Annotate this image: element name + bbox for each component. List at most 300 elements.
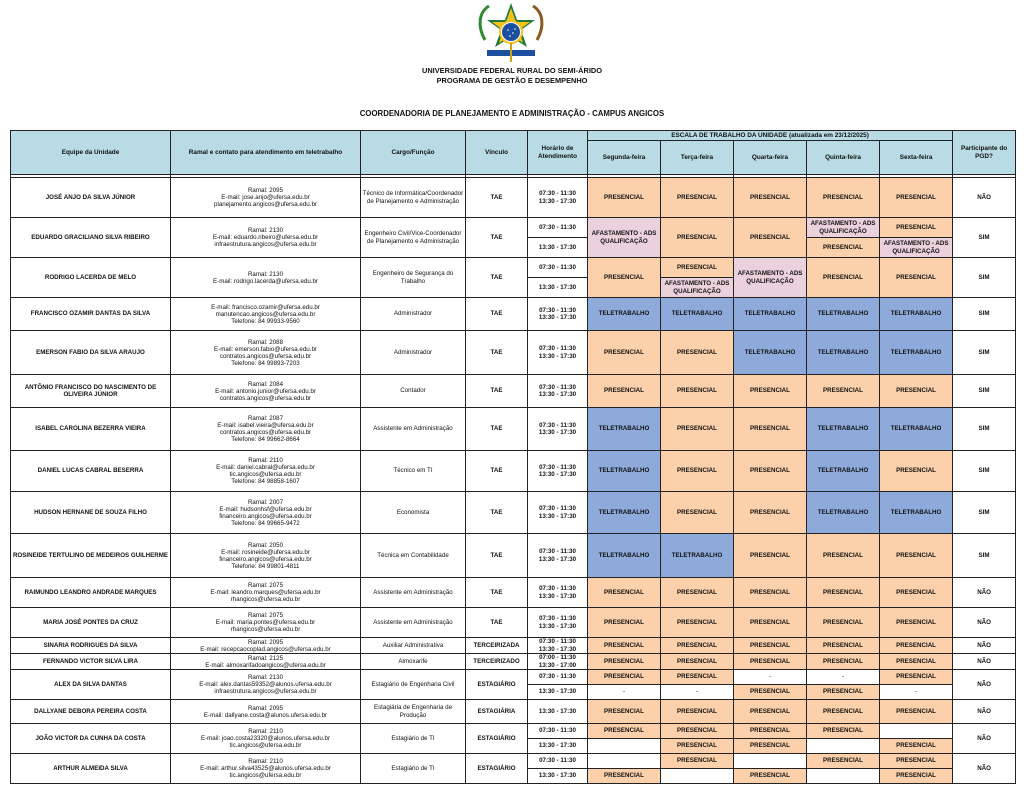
contact-line: E-mail: antonio.junior@ufersa.edu.br xyxy=(215,387,316,395)
table-row xyxy=(11,375,1016,408)
schedule-cell: PRESENCIAL xyxy=(588,608,661,638)
schedule-cell: TELETRABALHO xyxy=(807,298,880,331)
schedule-cell: PRESENCIAL xyxy=(880,534,953,578)
schedule-cell: PRESENCIAL xyxy=(880,258,953,298)
role-cell: Técnico de Informática/Coordenador de Planejamento e Administração xyxy=(361,178,466,218)
schedule-cell: TELETRABALHO xyxy=(880,298,953,331)
hours-line: 07:30 - 11:30 xyxy=(539,306,576,314)
role-cell: Técnica em Contabilidade xyxy=(361,534,466,578)
schedule-cell xyxy=(734,754,807,769)
schedule-cell xyxy=(807,739,880,754)
schedule-cell: TELETRABALHO xyxy=(734,331,807,375)
schedule-cell: PRESENCIAL xyxy=(588,638,661,654)
schedule-cell: PRESENCIAL xyxy=(734,700,807,724)
contact-line: tic.angicos@ufersa.edu.br xyxy=(229,471,302,478)
schedule-cell: - xyxy=(880,685,953,700)
contact-line: rhangicos@ufersa.edu.br xyxy=(230,596,301,603)
contact-line: E-mail: maria.pontes@ufersa.edu.br xyxy=(215,619,316,626)
schedule-cell: PRESENCIAL xyxy=(661,638,734,654)
bond-cell: TAE xyxy=(466,375,528,408)
schedule-cell: PRESENCIAL xyxy=(807,608,880,638)
contact-line: planejamento.angicos@ufersa.edu.br xyxy=(214,201,317,208)
schedule-cell: AFASTAMENTO - ADS QUALIFICAÇÃO xyxy=(734,258,807,298)
schedule-cell: PRESENCIAL xyxy=(661,375,734,408)
pgd-cell: NÃO xyxy=(953,700,1016,724)
contact-cell xyxy=(171,258,361,298)
schedule-cell: PRESENCIAL xyxy=(807,685,880,700)
hours-line: 13:30 - 17:30 xyxy=(538,471,577,478)
schedule-cell: TELETRABALHO xyxy=(588,298,661,331)
table-row xyxy=(11,578,1016,608)
schedule-cell: AFASTAMENTO - ADS QUALIFICAÇÃO xyxy=(661,278,734,298)
schedule-cell: - xyxy=(661,685,734,700)
schedule-cell: PRESENCIAL xyxy=(588,670,661,685)
schedule-cell: PRESENCIAL xyxy=(734,608,807,638)
schedule-cell: PRESENCIAL xyxy=(661,670,734,685)
contact-line: Ramal: 2110 xyxy=(248,728,283,735)
schedule-cell: AFASTAMENTO - ADS QUALIFICAÇÃO xyxy=(880,238,953,258)
table-row xyxy=(11,700,1016,724)
contact-line: Ramal: 2050 xyxy=(247,541,284,549)
employee-name: RODRIGO LACERDA DE MELO xyxy=(11,258,171,298)
schedule-cell: TELETRABALHO xyxy=(588,451,661,492)
bond-cell: TAE xyxy=(466,492,528,534)
pgd-cell: NÃO xyxy=(953,724,1016,754)
employee-name: MARIA JOSÉ PONTES DA CRUZ xyxy=(11,608,171,638)
contact-cell xyxy=(171,534,361,578)
schedule-cell: AFASTAMENTO - ADS QUALIFICAÇÃO xyxy=(807,218,880,238)
institution-title: UNIVERSIDADE FEDERAL RURAL DO SEMI-ÁRIDO PROGRAMA DE GESTÃO E DESEMPENHO xyxy=(422,66,602,85)
header-day: Quarta-feira xyxy=(734,141,807,175)
schedule-cell: PRESENCIAL xyxy=(807,724,880,739)
contact-line: Ramal: 2007 xyxy=(247,498,284,506)
employee-name: JOÃO VICTOR DA CUNHA DA COSTA xyxy=(11,724,171,754)
schedule-cell: PRESENCIAL xyxy=(661,578,734,608)
contact-cell xyxy=(171,724,361,754)
table-row xyxy=(11,178,1016,218)
header-day: Terça-feira xyxy=(661,141,734,175)
employee-name: ALEX DA SILVA DANTAS xyxy=(11,670,171,700)
hours-cell: 07:30 - 11:30 xyxy=(528,724,588,739)
contact-line: financeiro.angicos@ufersa.edu.br xyxy=(219,512,312,520)
pgd-cell: SIM xyxy=(953,408,1016,451)
pgd-cell: SIM xyxy=(953,451,1016,492)
hours-cell: 07:30 - 11:30 xyxy=(528,754,588,769)
table-row xyxy=(11,638,1016,654)
contact-cell xyxy=(171,451,361,492)
table-row xyxy=(11,331,1016,375)
schedule-cell: PRESENCIAL xyxy=(807,534,880,578)
contact-cell xyxy=(171,331,361,375)
contact-line: E-mail: emerson.fabio@ufersa.edu.br xyxy=(214,345,317,353)
hours-cell: 13:30 - 17:30 xyxy=(528,739,588,754)
schedule-cell: PRESENCIAL xyxy=(807,700,880,724)
bond-cell: TAE xyxy=(466,298,528,331)
hours-line: 07:30 - 11:30 xyxy=(539,615,576,623)
contact-line: Telefone: 84 99933-9560 xyxy=(231,317,300,325)
contact-line: Ramal: 2110 xyxy=(248,457,283,464)
table-row xyxy=(11,654,1016,670)
schedule-cell: PRESENCIAL xyxy=(880,218,953,238)
bond-cell: TAE xyxy=(466,331,528,375)
hours-line: 07:30 - 11:30 xyxy=(539,190,576,198)
hours-line: 13:30 - 17:30 xyxy=(538,197,577,205)
contact-line: Ramal: 2125 xyxy=(247,654,284,662)
contact-line: tic.angicos@ufersa.edu.br xyxy=(229,772,302,779)
contact-line: tic.angicos@ufersa.edu.br xyxy=(229,742,302,749)
schedule-cell: PRESENCIAL xyxy=(880,654,953,670)
contact-line: E-mail: daniel.cabral@ufersa.edu.br xyxy=(216,464,315,471)
contact-line: rhangicos@ufersa.edu.br xyxy=(230,626,301,633)
pgd-cell: SIM xyxy=(953,492,1016,534)
schedule-cell xyxy=(588,754,661,769)
contact-cell xyxy=(171,298,361,331)
schedule-cell xyxy=(588,739,661,754)
schedule-cell: PRESENCIAL xyxy=(880,638,953,654)
schedule-cell: PRESENCIAL xyxy=(807,375,880,408)
schedule-cell: PRESENCIAL xyxy=(734,578,807,608)
contact-line: E-mail: jose.anjo@ufersa.edu.br xyxy=(221,194,310,201)
contact-line: Ramal: 2130 xyxy=(247,227,284,234)
hours-line: 13:30 - 17:00 xyxy=(538,661,577,669)
bond-cell: ESTAGIÁRIA xyxy=(466,700,528,724)
schedule-cell: PRESENCIAL xyxy=(588,375,661,408)
table-row xyxy=(11,408,1016,451)
schedule-cell: PRESENCIAL xyxy=(588,331,661,375)
pgd-cell: NÃO xyxy=(953,670,1016,700)
hours-cell: 07:30 - 11:30 xyxy=(528,258,588,278)
contact-line: Telefone: 84 99662-8664 xyxy=(231,436,300,443)
schedule-cell: TELETRABALHO xyxy=(880,408,953,451)
header-scale: ESCALA DE TRABALHO DA UNIDADE (atualizada em 23/12/2025) xyxy=(588,131,953,141)
hours-cell xyxy=(528,534,588,578)
contact-line: Ramal: 2110 xyxy=(248,758,283,765)
pgd-cell: NÃO xyxy=(953,654,1016,670)
schedule-cell: TELETRABALHO xyxy=(588,492,661,534)
role-cell: Estagiária de Engenharia de Produção xyxy=(361,700,466,724)
role-cell: Economista xyxy=(361,492,466,534)
pgd-cell: NÃO xyxy=(953,578,1016,608)
header-bond: Vínculo xyxy=(466,131,528,175)
schedule-cell: PRESENCIAL xyxy=(734,534,807,578)
contact-line: E-mail: isabel.vieira@ufersa.edu.br xyxy=(217,422,314,429)
hours-cell xyxy=(528,178,588,218)
employee-name: EMERSON FABIO DA SILVA ARAUJO xyxy=(11,331,171,375)
schedule-cell: TELETRABALHO xyxy=(734,298,807,331)
schedule-cell: TELETRABALHO xyxy=(807,408,880,451)
bond-cell: TAE xyxy=(466,178,528,218)
hours-cell: 13:30 - 17:30 xyxy=(528,238,588,258)
hours-line: 13:30 - 17:30 xyxy=(538,645,577,653)
pgd-cell: NÃO xyxy=(953,608,1016,638)
bond-cell: TERCEIRIZADO xyxy=(466,654,528,670)
schedule-cell: PRESENCIAL xyxy=(880,769,953,784)
contact-line: Telefone: 84 98858-1607 xyxy=(231,478,300,485)
contact-line: Ramal: 2075 xyxy=(247,612,284,619)
employee-name: ISABEL CAROLINA BEZERRA VIEIRA xyxy=(11,408,171,451)
contact-line: Ramal: 2130 xyxy=(247,674,284,681)
schedule-cell: PRESENCIAL xyxy=(734,492,807,534)
schedule-cell xyxy=(807,769,880,784)
header-day: Segunda-feira xyxy=(588,141,661,175)
employee-name: ARTHUR ALMEIDA SILVA xyxy=(11,754,171,784)
pgd-cell: NÃO xyxy=(953,638,1016,654)
schedule-cell: PRESENCIAL xyxy=(588,258,661,298)
employee-name: DANIEL LUCAS CABRAL BESERRA xyxy=(11,451,171,492)
contact-cell xyxy=(171,638,361,654)
role-cell: Contador xyxy=(361,375,466,408)
contact-line: E-mail: joao.costa23320@alunos.ufersa.edu.br xyxy=(200,735,331,742)
hours-line: 07:30 - 11:30 xyxy=(539,585,576,593)
schedule-cell: PRESENCIAL xyxy=(734,451,807,492)
schedule-cell: TELETRABALHO xyxy=(807,451,880,492)
role-cell: Administrador xyxy=(361,298,466,331)
hours-line: 13:30 - 17:30 xyxy=(538,314,577,321)
schedule-cell: PRESENCIAL xyxy=(661,700,734,724)
employee-name: DALLYANE DEBORA PEREIRA COSTA xyxy=(11,700,171,724)
contact-line: Ramal: 2095 xyxy=(247,704,284,712)
hours-cell xyxy=(528,408,588,451)
table-row xyxy=(11,492,1016,534)
hours-cell xyxy=(528,638,588,654)
schedule-cell: PRESENCIAL xyxy=(661,331,734,375)
pgd-cell: SIM xyxy=(953,331,1016,375)
schedule-cell: PRESENCIAL xyxy=(734,218,807,258)
contact-line: Ramal: 2084 xyxy=(247,380,284,388)
hours-line: 07:30 - 11:30 xyxy=(539,383,576,391)
table-row xyxy=(11,218,1016,238)
schedule-cell: PRESENCIAL xyxy=(880,670,953,685)
contact-cell xyxy=(171,754,361,784)
bond-cell: TAE xyxy=(466,451,528,492)
schedule-cell: TELETRABALHO xyxy=(661,534,734,578)
bond-cell: ESTAGIÁRIO xyxy=(466,724,528,754)
schedule-cell: PRESENCIAL xyxy=(880,739,953,754)
hours-line: 13:30 - 17:30 xyxy=(538,707,577,715)
schedule-cell: PRESENCIAL xyxy=(661,451,734,492)
schedule-cell: PRESENCIAL xyxy=(734,654,807,670)
pgd-cell: SIM xyxy=(953,298,1016,331)
contact-line: E-mail: recepcaocoplad.angicos@ufersa.edu.br xyxy=(200,645,331,653)
pgd-cell: SIM xyxy=(953,375,1016,408)
schedule-cell: TELETRABALHO xyxy=(661,298,734,331)
employee-name: EDUARDO GRACILIANO SILVA RIBEIRO xyxy=(11,218,171,258)
schedule-cell: PRESENCIAL xyxy=(880,578,953,608)
employee-name: FERNANDO VICTOR SILVA LIRA xyxy=(11,654,171,670)
bond-cell: TERCEIRIZADA xyxy=(466,638,528,654)
pgd-cell: NÃO xyxy=(953,754,1016,784)
employee-name: ANTÔNIO FRANCISCO DO NASCIMENTO DE OLIVEIRA JÚNIOR xyxy=(11,375,171,408)
coordination-title: COORDENADORIA DE PLANEJAMENTO E ADMINISTRAÇÃO - CAMPUS ANGICOS xyxy=(359,109,665,118)
header-day: Quinta-feira xyxy=(807,141,880,175)
hours-line: 13:30 - 17:30 xyxy=(538,352,577,360)
contact-cell xyxy=(171,178,361,218)
role-cell: Estagiário de TI xyxy=(361,724,466,754)
hours-cell: 13:30 - 17:30 xyxy=(528,769,588,784)
schedule-cell: TELETRABALHO xyxy=(588,534,661,578)
schedule-cell: PRESENCIAL xyxy=(734,178,807,218)
hours-line: 07:30 - 11:30 xyxy=(539,463,576,471)
hours-cell xyxy=(528,608,588,638)
schedule-cell: TELETRABALHO xyxy=(880,331,953,375)
schedule-cell: PRESENCIAL xyxy=(807,754,880,769)
contact-line: E-mail: leandro.marques@ufersa.edu.br xyxy=(210,589,321,596)
schedule-cell: - xyxy=(807,670,880,685)
hours-line: 07:30 - 11:30 xyxy=(539,421,576,429)
pgd-cell: NÃO xyxy=(953,178,1016,218)
schedule-cell: PRESENCIAL xyxy=(588,654,661,670)
hours-line: 07:30 - 11:30 xyxy=(539,638,576,646)
bond-cell: TAE xyxy=(466,408,528,451)
contact-line: E-mail: hudsonhsf@ufersa.edu.br xyxy=(219,505,312,513)
hours-cell xyxy=(528,654,588,670)
table-row xyxy=(11,534,1016,578)
hours-cell: 13:30 - 17:30 xyxy=(528,278,588,298)
table-row xyxy=(11,451,1016,492)
hours-line: 13:30 - 17:30 xyxy=(538,592,577,600)
hours-cell xyxy=(528,298,588,331)
schedule-cell: PRESENCIAL xyxy=(880,608,953,638)
hours-line: 13:30 - 17:30 xyxy=(538,429,577,436)
hours-line: 13:30 - 17:30 xyxy=(538,391,577,398)
contact-cell xyxy=(171,670,361,700)
schedule-cell: PRESENCIAL xyxy=(807,178,880,218)
bond-cell: TAE xyxy=(466,608,528,638)
schedule-cell: PRESENCIAL xyxy=(734,769,807,784)
contact-line: Ramal: 2095 xyxy=(247,187,284,194)
schedule-cell: - xyxy=(588,685,661,700)
contact-line: E-mail: almoxarifadoangicos@ufersa.edu.br xyxy=(205,661,326,669)
schedule-cell: PRESENCIAL xyxy=(734,724,807,739)
schedule-cell: PRESENCIAL xyxy=(734,375,807,408)
contact-line: Ramal: 2088 xyxy=(247,338,284,346)
schedule-cell: TELETRABALHO xyxy=(807,492,880,534)
contact-line: Telefone: 84 99665-9472 xyxy=(231,519,300,527)
contact-line: E-mail: arthur.silva43525@alunos.ufersa.edu.br xyxy=(200,765,331,772)
bond-cell: TAE xyxy=(466,218,528,258)
schedule-cell: PRESENCIAL xyxy=(734,408,807,451)
schedule-cell xyxy=(661,769,734,784)
header-role: Cargo/Função xyxy=(361,131,466,175)
contact-line: Ramal: 2087 xyxy=(247,415,284,422)
role-cell: Assistente em Administração xyxy=(361,608,466,638)
schedule-cell: PRESENCIAL xyxy=(807,638,880,654)
header-day: Sexta-feira xyxy=(880,141,953,175)
contact-line: Telefone: 84 99801-4811 xyxy=(231,562,300,570)
schedule-cell: PRESENCIAL xyxy=(807,654,880,670)
schedule-cell: PRESENCIAL xyxy=(661,654,734,670)
hours-line: 07:30 - 11:30 xyxy=(539,505,576,513)
bond-cell: ESTAGIÁRIO xyxy=(466,754,528,784)
header-pgd: Participante do PGD? xyxy=(953,131,1016,175)
role-cell: Engenheiro Civil/Vice-Coordenador de Planejamento e Administração xyxy=(361,218,466,258)
employee-name: HUDSON HERNANE DE SOUZA FILHO xyxy=(11,492,171,534)
contact-cell xyxy=(171,654,361,670)
pgd-cell: SIM xyxy=(953,534,1016,578)
hours-cell xyxy=(528,492,588,534)
header-team: Equipe da Unidade xyxy=(11,131,171,175)
contact-line: contratos.angicos@ufersa.edu.br xyxy=(219,429,312,436)
role-cell: Almoxarife xyxy=(361,654,466,670)
header-contact: Ramal e contato para atendimento em teletrabalho xyxy=(171,131,361,175)
bond-cell: TAE xyxy=(466,534,528,578)
contact-line: E-mail: rosineide@ufersa.edu.br xyxy=(221,548,310,556)
schedule-cell: TELETRABALHO xyxy=(880,492,953,534)
contact-cell xyxy=(171,700,361,724)
employee-name: RAIMUNDO LEANDRO ANDRADE MARQUES xyxy=(11,578,171,608)
schedule-cell: PRESENCIAL xyxy=(661,608,734,638)
schedule-cell: PRESENCIAL xyxy=(734,739,807,754)
schedule-cell: AFASTAMENTO - ADS QUALIFICAÇÃO xyxy=(588,218,661,258)
hours-line: 07:00 - 11:30 xyxy=(539,654,576,662)
schedule-cell: - xyxy=(734,670,807,685)
contact-line: contratos.angicos@ufersa.edu.br xyxy=(219,394,312,402)
contact-line: contratos.angicos@ufersa.edu.br xyxy=(219,352,312,360)
role-cell: Assistente em Administração xyxy=(361,578,466,608)
schedule-cell: PRESENCIAL xyxy=(661,178,734,218)
contact-line: infraestrutura.angicos@ufersa.edu.br xyxy=(214,241,317,248)
contact-cell xyxy=(171,492,361,534)
contact-line: Ramal: 2095 xyxy=(247,638,284,646)
schedule-cell: PRESENCIAL xyxy=(880,375,953,408)
hours-line: 07:30 - 11:30 xyxy=(539,548,576,556)
contact-line: E-mail: eduardo.ribeiro@ufersa.edu.br xyxy=(212,234,319,241)
employee-name: ROSINEIDE TERTULINO DE MEDEIROS GUILHERME xyxy=(11,534,171,578)
schedule-cell: PRESENCIAL xyxy=(588,178,661,218)
contact-line: E-mail: dallyane.costa@alunos.ufersa.edu.br xyxy=(203,711,328,719)
contact-line: E-mail: rodrigo.lacerda@ufersa.edu.br xyxy=(213,277,318,285)
schedule-cell: PRESENCIAL xyxy=(661,492,734,534)
schedule-cell: TELETRABALHO xyxy=(807,331,880,375)
table-row xyxy=(11,298,1016,331)
schedule-cell: PRESENCIAL xyxy=(661,258,734,278)
employee-name: SINARIA RODRIGUES DA SILVA xyxy=(11,638,171,654)
schedule-cell: PRESENCIAL xyxy=(880,451,953,492)
table-row xyxy=(11,258,1016,278)
contact-line: Ramal: 2130 xyxy=(247,270,284,278)
hours-line: 07:30 - 11:30 xyxy=(539,345,576,353)
hours-cell xyxy=(528,578,588,608)
role-cell: Engenheiro de Segurança do Trabalho xyxy=(361,258,466,298)
contact-line: E-mail: alex.dantas59352@alunos.ufersa.edu.br xyxy=(199,681,332,688)
employee-name: JOSÉ ANJO DA SILVA JÚNIOR xyxy=(11,178,171,218)
hours-cell: 07:30 - 11:30 xyxy=(528,670,588,685)
contact-line: Telefone: 84 99893-7203 xyxy=(231,359,300,367)
hours-cell: 13:30 - 17:30 xyxy=(528,685,588,700)
brazil-coat-of-arms-icon xyxy=(472,2,550,64)
table-row xyxy=(11,670,1016,685)
contact-cell xyxy=(171,578,361,608)
role-cell: Administrador xyxy=(361,331,466,375)
contact-line: Ramal: 2075 xyxy=(247,582,284,589)
pgd-cell: SIM xyxy=(953,258,1016,298)
schedule-cell: PRESENCIAL xyxy=(661,739,734,754)
schedule-cell: PRESENCIAL xyxy=(661,408,734,451)
schedule-cell: PRESENCIAL xyxy=(880,700,953,724)
schedule-cell: PRESENCIAL xyxy=(588,578,661,608)
hours-cell: 07:30 - 11:30 xyxy=(528,218,588,238)
table-row xyxy=(11,608,1016,638)
contact-line: infraestrutura.angicos@ufersa.edu.br xyxy=(214,688,317,695)
hours-cell xyxy=(528,451,588,492)
schedule-cell: PRESENCIAL xyxy=(734,638,807,654)
contact-cell xyxy=(171,375,361,408)
schedule-cell xyxy=(880,724,953,739)
schedule-cell: PRESENCIAL xyxy=(588,700,661,724)
table-row xyxy=(11,754,1016,769)
bond-cell: TAE xyxy=(466,258,528,298)
contact-line: manutencao.angicos@ufersa.edu.br xyxy=(215,310,316,318)
